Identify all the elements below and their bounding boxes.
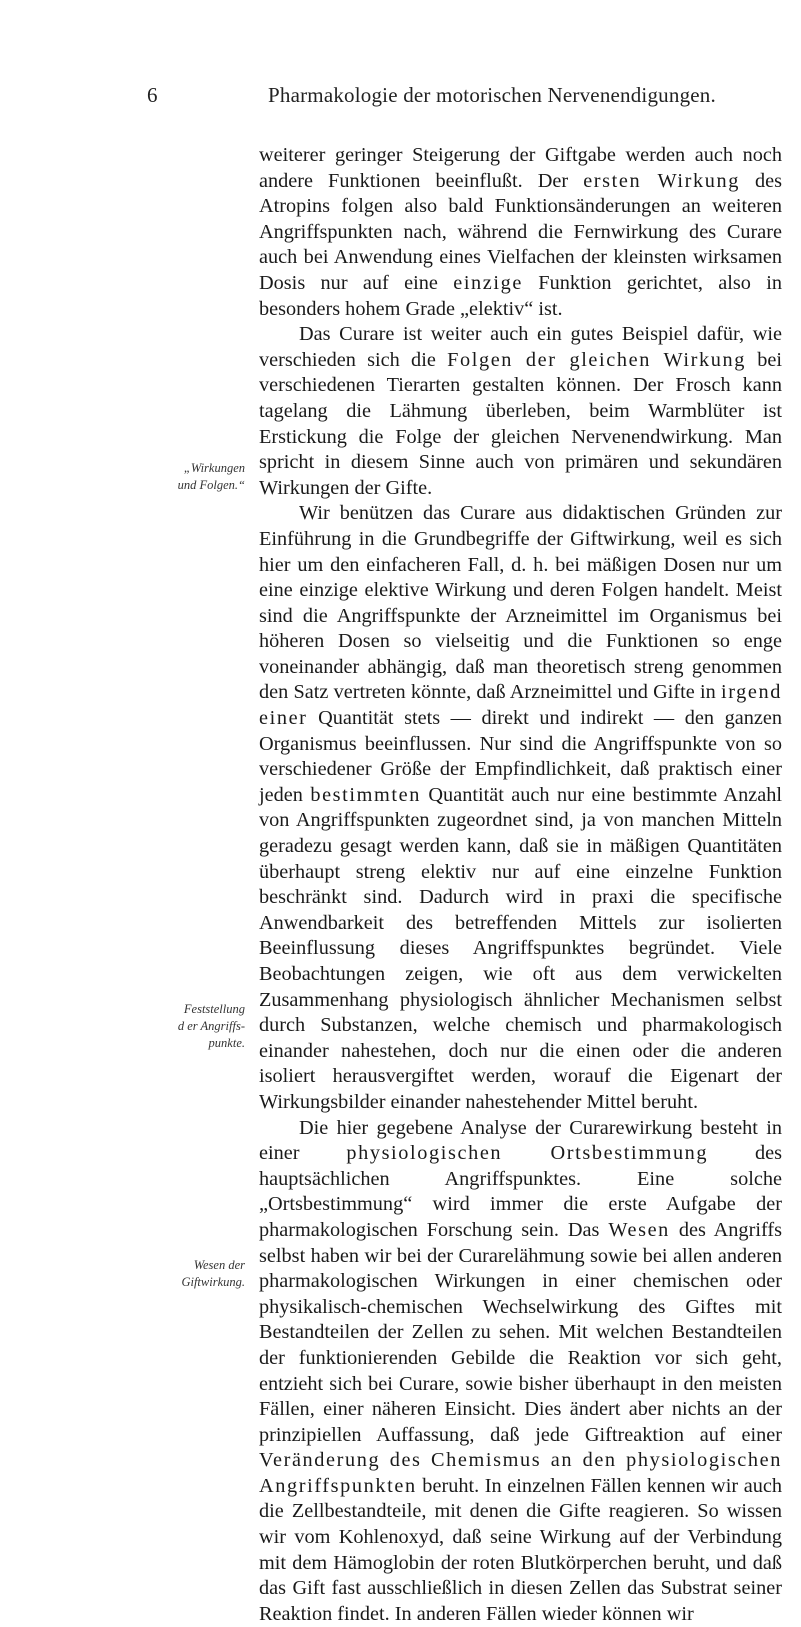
spaced-emphasis: ersten Wirkung (583, 169, 740, 192)
text-run: bei verschiedenen Tierarten gestalten können. Der Frosch kann tagelang die Lähmung überleben, beim Warmblüter ist Erstickung die Folge der gleichen Nervenendwirkung. Man spricht in diesem Sinne auch von primären und sekundären Wirkungen der Gifte. (259, 348, 782, 499)
margin-note-line: Wesen der (193, 1258, 245, 1272)
margin-note-line: Feststellung (183, 1002, 245, 1016)
spaced-emphasis: physiologischen Ortsbestimmung (346, 1142, 709, 1165)
paragraph (259, 322, 782, 501)
spaced-emphasis: Veränderung des Chemismus an den physiologischen Angriffspunkten (259, 1449, 782, 1497)
page-number: 6 (147, 83, 158, 107)
text-run: des hauptsächlichen Angriffspunktes. Eine solche „Ortsbestimmung“ wird immer die erste Aufgabe der pharmakologischen Forschung sein. Das (259, 1142, 783, 1241)
margin-note-line: und Folgen.“ (177, 478, 245, 492)
text-run: Wir benützen das Curare aus didaktischen Gründen zur Einführung in die Grundbegriffe der Giftwirkung, weil es sich hier um den einfacheren Fall, d. h. bei mäßigen Dosen nur um eine einzige elektive Wirkung und deren Folgen handelt. Meist sind die Angriffspunkte der Arzneimittel im Organismus bei höheren Dosen so vielseitig und die Funktionen so enge voneinander abhängig, daß man theoretisch streng genommen den Satz vertreten könnte, daß Arzneimittel und Gifte in (259, 502, 782, 704)
text-run: Das Curare ist weiter auch ein gutes Beispiel dafür, wie verschieden sich die (259, 323, 782, 371)
margin-note-wirkungen (0, 460, 245, 494)
paragraph (259, 143, 782, 322)
text-run: weiterer geringer Steigerung der Giftgabe werden auch noch andere Funktionen beeinflußt. Der (259, 144, 782, 192)
text-run: des Angriffs selbst haben wir bei der Curarelähmung sowie bei allen anderen pharmakologischen Wirkungen in einer chemischen oder physikalisch-chemischen Wechselwirkung des Giftes mit Bestandteilen der Zellen zu sehen. Mit welchen Bestandteilen der funktionierenden Gebilde die Reaktion vor sich geht, entzieht sich bei Curare, sowie bisher überhaupt in den meisten Fällen, einer näheren Einsicht. Dies ändert aber nichts an der prinzipiellen Auffassung, daß jede Giftreaktion auf einer (259, 1218, 782, 1446)
body-text (259, 143, 782, 1627)
text-run: Quantität stets — direkt und indirekt — den ganzen Organismus beeinflussen. Nur sind die Angriffspunkte von so verschiedener Größe der Empfindlichkeit, daß praktisch einer jeden (259, 707, 782, 806)
text-run: Die hier gegebene Analyse der Curarewirkung besteht in einer (259, 1116, 782, 1165)
margin-note-line: Giftwirkung. (181, 1275, 245, 1289)
text-run: des Atropins folgen also bald Funktionsänderungen an weiteren Angriffspunkten nach, während die Fernwirkung des Curare auch bei Anwendung eines Vielfachen der kleinsten wirksamen Dosis nur auf eine (259, 169, 783, 294)
paragraph (259, 1116, 782, 1627)
margin-note-line: „Wirkungen (183, 461, 245, 475)
margin-note-wesen (0, 1257, 245, 1291)
text-run: beruht. In einzelnen Fällen kennen wir auch die Zellbestandteile, mit denen die Gifte reagieren. So wissen wir vom Kohlenoxyd, daß seine Wirkung auf der Verbindung mit dem Hämoglobin der roten Blutkörperchen beruht, und daß das Gift fast ausschließlich in diesen Zellen das Substrat seiner Reaktion findet. In anderen Fällen wieder können wir (259, 1474, 782, 1625)
text-run: Funktion gerichtet, also in besonders hohem Grade „elektiv“ ist. (259, 271, 782, 320)
spaced-emphasis: Wesen (608, 1218, 670, 1241)
spaced-emphasis: einzige (453, 271, 523, 294)
margin-note-line: d er Angriffs- (177, 1019, 245, 1033)
text-run: Quantität auch nur eine bestimmte Anzahl von Angriffspunkten zugeordnet sind, ja von manchen Mitteln geradezu gesagt werden kann, daß sie in mäßigen Quantitäten überhaupt streng elektiv nur auf eine einzelne Funktion beschränkt sind. Dadurch wird in praxi die specifische Anwendbarkeit des betreffenden Mittels zur isolierten Beeinflussung dieses Angriffspunktes begründet. Viele Beobachtungen zeigen, wie oft aus dem verwickelten Zusammenhang physiologisch ähnlicher Mechanismen selbst durch Substanzen, welche chemisch und pharmakologisch einander nahestehen, doch nur die einen oder die anderen isoliert herausvergiftet werden, worauf die Eigenart der Wirkungsbilder einander nahestehender Mittel beruht. (259, 783, 782, 1113)
spaced-emphasis: Folgen der gleichen Wirkung (447, 348, 746, 371)
margin-note-line: punkte. (208, 1036, 245, 1050)
page-header (0, 83, 801, 113)
margin-note-feststellung (0, 1001, 245, 1052)
paragraph (259, 501, 782, 1115)
spaced-emphasis: irgend einer (259, 681, 782, 730)
spaced-emphasis: bestimmten (310, 783, 421, 806)
running-title: Pharmakologie der motorischen Nervenendigungen. (268, 83, 716, 107)
